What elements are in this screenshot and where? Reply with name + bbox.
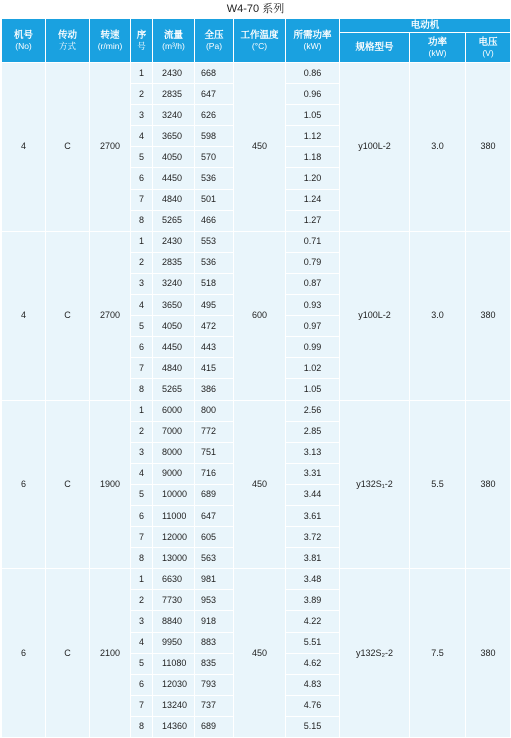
required-power-cell: 0.79 <box>286 252 340 273</box>
seq-cell: 1 <box>131 400 153 421</box>
required-power-cell: 3.44 <box>286 484 340 505</box>
motor-power-cell: 3.0 <box>410 63 466 232</box>
pressure-cell: 835 <box>195 653 234 674</box>
pressure-cell: 553 <box>195 231 234 252</box>
required-power-cell: 1.27 <box>286 210 340 231</box>
pressure-cell: 495 <box>195 295 234 316</box>
header-speed: 转速 (r/min) <box>90 19 131 63</box>
seq-cell: 7 <box>131 189 153 210</box>
flow-cell: 10000 <box>153 484 195 505</box>
required-power-cell: 1.12 <box>286 126 340 147</box>
required-power-cell: 4.62 <box>286 653 340 674</box>
header-voltage: 电压 (V) <box>466 33 511 63</box>
pressure-cell: 472 <box>195 316 234 337</box>
machine-no-cell: 4 <box>2 63 46 232</box>
pressure-cell: 415 <box>195 358 234 379</box>
pressure-cell: 793 <box>195 674 234 695</box>
voltage-cell: 380 <box>466 569 511 738</box>
pressure-cell: 501 <box>195 189 234 210</box>
seq-cell: 8 <box>131 210 153 231</box>
work-temp-cell: 450 <box>234 569 286 738</box>
flow-cell: 12000 <box>153 527 195 548</box>
seq-cell: 2 <box>131 252 153 273</box>
required-power-cell: 2.56 <box>286 400 340 421</box>
required-power-cell: 1.05 <box>286 379 340 400</box>
required-power-cell: 0.87 <box>286 273 340 294</box>
flow-cell: 6630 <box>153 569 195 590</box>
flow-cell: 5265 <box>153 379 195 400</box>
seq-cell: 4 <box>131 126 153 147</box>
pressure-cell: 563 <box>195 548 234 569</box>
seq-cell: 1 <box>131 63 153 84</box>
seq-cell: 5 <box>131 653 153 674</box>
flow-cell: 2835 <box>153 84 195 105</box>
flow-cell: 3650 <box>153 126 195 147</box>
required-power-cell: 3.61 <box>286 505 340 526</box>
drive-mode-cell: C <box>46 63 90 232</box>
flow-cell: 7730 <box>153 590 195 611</box>
pressure-cell: 518 <box>195 273 234 294</box>
seq-cell: 4 <box>131 632 153 653</box>
flow-cell: 4450 <box>153 337 195 358</box>
table-row <box>2 400 511 421</box>
flow-cell: 9000 <box>153 463 195 484</box>
flow-cell: 12030 <box>153 674 195 695</box>
required-power-cell: 0.71 <box>286 231 340 252</box>
drive-mode-cell: C <box>46 400 90 569</box>
fan-spec-table <box>1 18 511 738</box>
required-power-cell: 1.05 <box>286 105 340 126</box>
flow-cell: 8840 <box>153 611 195 632</box>
flow-cell: 8000 <box>153 442 195 463</box>
work-temp-cell: 450 <box>234 400 286 569</box>
seq-cell: 6 <box>131 674 153 695</box>
seq-cell: 7 <box>131 358 153 379</box>
header-model: 规格型号 <box>340 33 410 63</box>
table-body <box>2 63 511 738</box>
pressure-cell: 751 <box>195 442 234 463</box>
flow-cell: 4450 <box>153 168 195 189</box>
header-required-power: 所需功率 (kW) <box>286 19 340 63</box>
header-machine-no: 机号 (No) <box>2 19 46 63</box>
pressure-cell: 800 <box>195 400 234 421</box>
pressure-cell: 466 <box>195 210 234 231</box>
drive-mode-cell: C <box>46 569 90 738</box>
motor-model-cell: y100L-2 <box>340 63 410 232</box>
motor-power-cell: 3.0 <box>410 231 466 400</box>
pressure-cell: 536 <box>195 168 234 189</box>
pressure-cell: 647 <box>195 84 234 105</box>
seq-cell: 6 <box>131 505 153 526</box>
flow-cell: 11080 <box>153 653 195 674</box>
pressure-cell: 689 <box>195 716 234 737</box>
flow-cell: 4840 <box>153 358 195 379</box>
required-power-cell: 3.13 <box>286 442 340 463</box>
seq-cell: 3 <box>131 273 153 294</box>
seq-cell: 4 <box>131 295 153 316</box>
required-power-cell: 1.18 <box>286 147 340 168</box>
voltage-cell: 380 <box>466 231 511 400</box>
required-power-cell: 0.97 <box>286 316 340 337</box>
table-title: W4-70 系列 <box>226 3 285 15</box>
header-work-temp: 工作温度 (°C) <box>234 19 286 63</box>
required-power-cell: 1.24 <box>286 189 340 210</box>
pressure-cell: 772 <box>195 421 234 442</box>
pressure-cell: 918 <box>195 611 234 632</box>
drive-mode-cell: C <box>46 231 90 400</box>
flow-cell: 4050 <box>153 316 195 337</box>
motor-model-cell: y132S₂-2 <box>340 569 410 738</box>
table-header <box>2 19 511 63</box>
flow-cell: 3240 <box>153 273 195 294</box>
motor-model-cell: y100L-2 <box>340 231 410 400</box>
pressure-cell: 716 <box>195 463 234 484</box>
seq-cell: 7 <box>131 527 153 548</box>
motor-power-cell: 7.5 <box>410 569 466 738</box>
required-power-cell: 3.81 <box>286 548 340 569</box>
pressure-cell: 953 <box>195 590 234 611</box>
seq-cell: 8 <box>131 379 153 400</box>
pressure-cell: 536 <box>195 252 234 273</box>
seq-cell: 3 <box>131 611 153 632</box>
required-power-cell: 3.48 <box>286 569 340 590</box>
flow-cell: 6000 <box>153 400 195 421</box>
seq-cell: 3 <box>131 442 153 463</box>
speed-cell: 2700 <box>90 63 131 232</box>
table-row <box>2 569 511 590</box>
required-power-cell: 3.89 <box>286 590 340 611</box>
table-row <box>2 231 511 252</box>
pressure-cell: 883 <box>195 632 234 653</box>
seq-cell: 2 <box>131 84 153 105</box>
table-row <box>2 63 511 84</box>
work-temp-cell: 600 <box>234 231 286 400</box>
machine-no-cell: 6 <box>2 400 46 569</box>
required-power-cell: 5.51 <box>286 632 340 653</box>
header-motor-power: 功率 (kW) <box>410 33 466 63</box>
required-power-cell: 1.02 <box>286 358 340 379</box>
flow-cell: 3240 <box>153 105 195 126</box>
flow-cell: 7000 <box>153 421 195 442</box>
required-power-cell: 4.76 <box>286 695 340 716</box>
speed-cell: 2100 <box>90 569 131 738</box>
seq-cell: 1 <box>131 231 153 252</box>
pressure-cell: 598 <box>195 126 234 147</box>
header-flow: 流量 (m³/h) <box>153 19 195 63</box>
seq-cell: 1 <box>131 569 153 590</box>
motor-power-cell: 5.5 <box>410 400 466 569</box>
machine-no-cell: 6 <box>2 569 46 738</box>
required-power-cell: 0.86 <box>286 63 340 84</box>
pressure-cell: 443 <box>195 337 234 358</box>
voltage-cell: 380 <box>466 400 511 569</box>
header-pressure: 全压 (Pa) <box>195 19 234 63</box>
pressure-cell: 570 <box>195 147 234 168</box>
required-power-cell: 0.93 <box>286 295 340 316</box>
flow-cell: 3650 <box>153 295 195 316</box>
header-motor: 电动机 <box>340 19 511 33</box>
flow-cell: 2430 <box>153 63 195 84</box>
header-drive-mode: 传动 方式 <box>46 19 90 63</box>
required-power-cell: 0.96 <box>286 84 340 105</box>
voltage-cell: 380 <box>466 63 511 232</box>
header-seq: 序 号 <box>131 19 153 63</box>
flow-cell: 11000 <box>153 505 195 526</box>
work-temp-cell: 450 <box>234 63 286 232</box>
seq-cell: 8 <box>131 716 153 737</box>
required-power-cell: 5.15 <box>286 716 340 737</box>
required-power-cell: 3.31 <box>286 463 340 484</box>
flow-cell: 5265 <box>153 210 195 231</box>
pressure-cell: 647 <box>195 505 234 526</box>
required-power-cell: 2.85 <box>286 421 340 442</box>
pressure-cell: 605 <box>195 527 234 548</box>
pressure-cell: 737 <box>195 695 234 716</box>
flow-cell: 9950 <box>153 632 195 653</box>
flow-cell: 13240 <box>153 695 195 716</box>
speed-cell: 2700 <box>90 231 131 400</box>
seq-cell: 7 <box>131 695 153 716</box>
seq-cell: 2 <box>131 421 153 442</box>
required-power-cell: 1.20 <box>286 168 340 189</box>
pressure-cell: 386 <box>195 379 234 400</box>
pressure-cell: 981 <box>195 569 234 590</box>
seq-cell: 6 <box>131 168 153 189</box>
flow-cell: 4840 <box>153 189 195 210</box>
machine-no-cell: 4 <box>2 231 46 400</box>
flow-cell: 13000 <box>153 548 195 569</box>
flow-cell: 4050 <box>153 147 195 168</box>
pressure-cell: 689 <box>195 484 234 505</box>
seq-cell: 5 <box>131 147 153 168</box>
required-power-cell: 4.22 <box>286 611 340 632</box>
seq-cell: 4 <box>131 463 153 484</box>
pressure-cell: 668 <box>195 63 234 84</box>
seq-cell: 8 <box>131 548 153 569</box>
seq-cell: 5 <box>131 484 153 505</box>
seq-cell: 6 <box>131 337 153 358</box>
flow-cell: 2430 <box>153 231 195 252</box>
pressure-cell: 626 <box>195 105 234 126</box>
motor-model-cell: y132S₁-2 <box>340 400 410 569</box>
seq-cell: 3 <box>131 105 153 126</box>
flow-cell: 2835 <box>153 252 195 273</box>
seq-cell: 2 <box>131 590 153 611</box>
seq-cell: 5 <box>131 316 153 337</box>
required-power-cell: 4.83 <box>286 674 340 695</box>
required-power-cell: 0.99 <box>286 337 340 358</box>
speed-cell: 1900 <box>90 400 131 569</box>
required-power-cell: 3.72 <box>286 527 340 548</box>
flow-cell: 14360 <box>153 716 195 737</box>
